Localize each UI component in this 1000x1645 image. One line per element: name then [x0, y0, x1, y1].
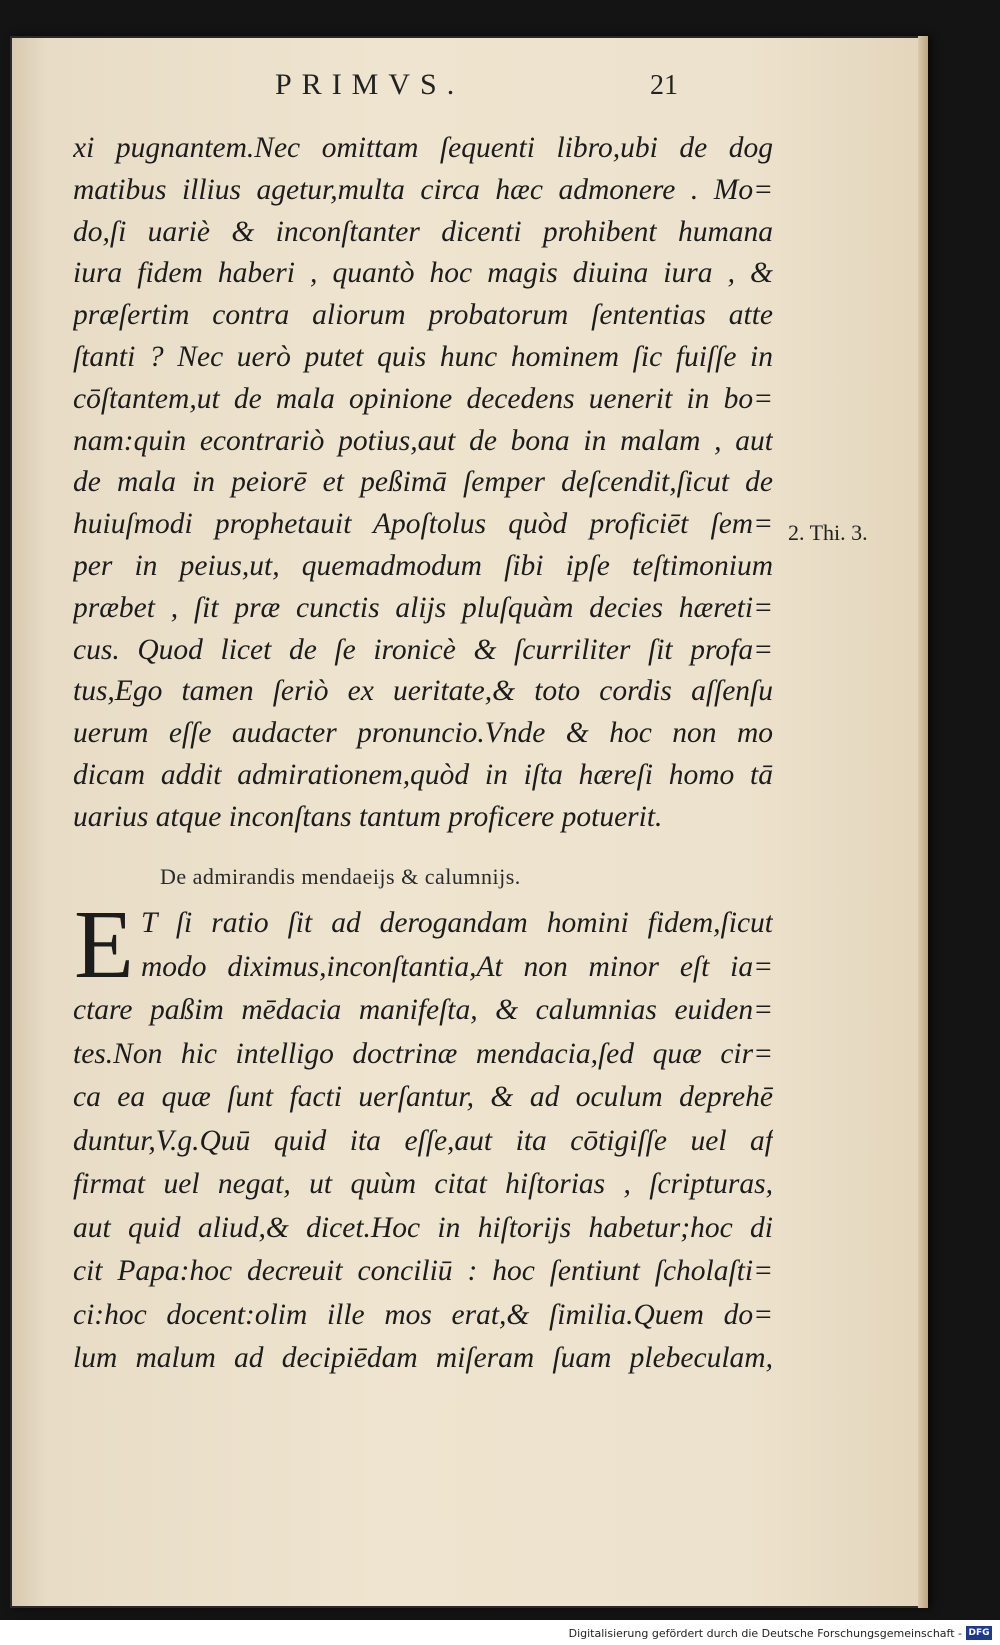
text-line: cōſtantem,ut de mala opinione decedens uenerit in bo=	[73, 382, 773, 415]
dfg-logo: DFG	[966, 1626, 992, 1640]
page-number: 21	[650, 70, 678, 101]
text-line: ca ea quæ ſunt facti uerſantur, & ad oculum deprehē	[73, 1081, 773, 1113]
text-line: de mala in peiorē et peßimā ſemper deſcendit,ſicut de	[73, 466, 773, 499]
text-line: ctare paßim mēdacia manifeſta, & calumnias euiden=	[73, 994, 773, 1026]
text-line: do,ſi uariè & inconſtanter dicenti prohibent humana	[73, 215, 773, 248]
running-head: PRIMVS.	[275, 68, 465, 101]
funding-credit: Digitalisierung gefördert durch die Deutsche Forschungsgemeinschaft -	[568, 1627, 962, 1640]
text-line: uerum eſſe audacter pronuncio.Vnde & hoc non mo	[73, 717, 773, 750]
text-line: matibus illius agetur,multa circa hæc admonere . Mo=	[73, 173, 773, 206]
page-edge	[918, 36, 928, 1608]
text-line: uarius atque inconſtans tantum proficere potuerit.	[73, 800, 663, 833]
paragraph-1	[73, 128, 773, 839]
text-line: firmat uel negat, ut quùm citat hiſtorias , ſcripturas,	[73, 1168, 773, 1200]
text-line: modo diximus,inconſtantia,At non minor eſt ia=	[141, 950, 773, 983]
text-line: præbet , ſit præ cunctis alijs pluſquàm decies hæreti=	[73, 591, 773, 624]
text-line: tus,Ego tamen ſeriò ex ueritate,& toto cordis aſſenſu	[73, 675, 773, 708]
text-line: xi pugnantem.Nec omittam ſequenti libro,ubi de dog	[73, 132, 773, 164]
text-line: nam:quin econtrariò potius,aut de bona in malam , aut	[73, 424, 773, 457]
text-line: per in peius,ut, quemadmodum ſibi ipſe teſtimonium	[73, 549, 773, 582]
text-line: T ſi ratio ſit ad derogandam homini fidem,ſicut	[141, 907, 773, 939]
text-line: huiuſmodi prophetauit Apoſtolus quòd proficiēt ſem=	[73, 508, 773, 541]
text-line: præſertim contra aliorum probatorum ſententias atte	[73, 299, 773, 332]
text-line: tes.Non hic intelligo doctrinæ mendacia,ſed quæ cir=	[73, 1037, 773, 1070]
text-line: cus. Quod licet de ſe ironicè & ſcurriliter ſit profa=	[73, 633, 773, 666]
drop-cap: E	[74, 891, 134, 999]
text-line: ci:hoc docent:olim ille mos erat,& ſimilia.Quem do=	[73, 1298, 773, 1331]
text-line: duntur,V.g.Quū quid ita eſſe,aut ita cōtigiſſe uel af	[73, 1124, 773, 1157]
paragraph-2	[73, 891, 773, 1381]
text-line: lum malum ad decipiēdam miſeram ſuam plebeculam,	[73, 1342, 773, 1374]
text-line: cit Papa:hoc decreuit conciliū : hoc ſentiunt ſcholaſti=	[73, 1255, 773, 1287]
text-line: aut quid aliud,& dicet.Hoc in hiſtorijs habetur;hoc di	[73, 1211, 773, 1244]
text-line: dicam addit admirationem,quòd in iſta hæreſi homo tā	[73, 758, 773, 791]
section-heading: De admirandis mendaeijs & calumnijs.	[160, 864, 521, 889]
marginal-note: 2. Thi. 3.	[788, 520, 868, 545]
text-line: ſtanti ? Nec uerò putet quis hunc hominem ſic fuiſſe in	[73, 340, 773, 373]
text-line: iura fidem haberi , quantò hoc magis diuina iura , &	[73, 257, 773, 290]
